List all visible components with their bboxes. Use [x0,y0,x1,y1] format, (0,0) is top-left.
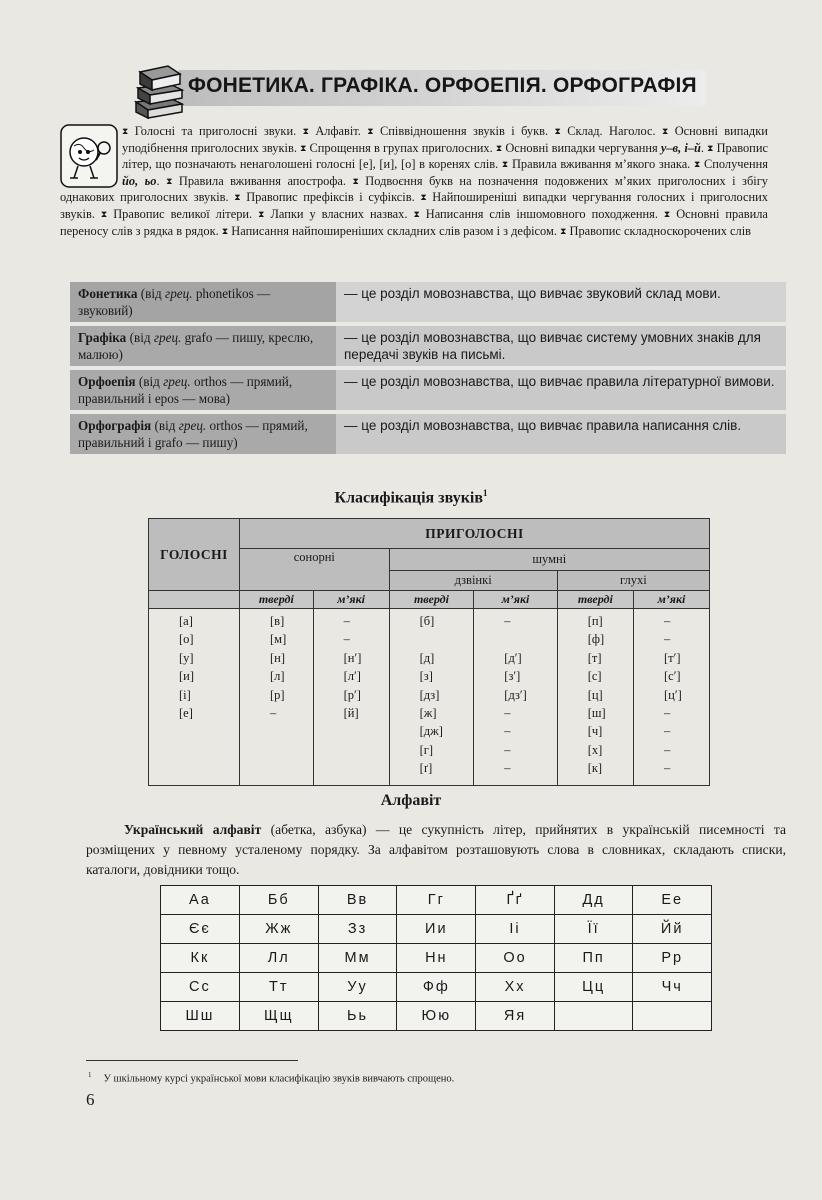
hard-subheader: тверді [240,591,314,609]
alphabet-cell: Іі [476,915,555,944]
books-icon [130,58,188,120]
bullet-icon: ⧗ [413,209,420,220]
soft-subheader: м’які [313,591,389,609]
alphabet-cell: Оо [476,944,555,973]
sound-cell: [н′] [343,650,362,665]
alphabet-cell: Фф [397,973,476,1002]
bullet-icon: ⧗ [100,209,108,220]
chapter-title: ФОНЕТИКА. ГРАФІКА. ОРФОЕПІЯ. ОРФОГРАФІЯ [188,74,697,97]
footnote: $^1$ У шкільному курсі української мови класифікацію звуків вивчають спрощено. [88,1071,455,1085]
consonants-header: ПРИГОЛОСНІ [240,519,710,549]
sound-cell: [р] [270,687,285,702]
sound-cell: [к] [587,761,603,776]
sound-cell: – [504,706,511,721]
topic-item: Лапки у власних назвах. [270,206,408,221]
sound-cell: – [663,724,671,739]
topic-item: Алфавіт. [315,124,361,138]
definition-term: Орфографія (від грец. orthos — прямий, правильний і grafo — пишу) [70,414,336,454]
topic-item: Основні правила переносу слів з рядка в рядок. [60,206,768,238]
bullet-icon: ⧗ [367,127,374,137]
sound-cell [504,630,556,648]
alphabet-cell: Юю [397,1002,476,1031]
topic-item: Подвоєння букв на позначення подовжених м’яких приголосних і збігу однакових приголосних звуків. [60,173,768,205]
sound-classification-table [148,518,710,786]
sound-cell: [д] [419,650,435,665]
topic-item: Склад. Наголос. [567,124,656,138]
sound-cell: – [663,706,671,721]
sound-cell: [б] [419,614,435,628]
topics-icon-space [60,124,122,186]
topic-item: Основні випадки уподібнення приголосних звуків. [122,124,768,155]
sound-cell: – [504,742,511,757]
alphabet-cell [633,1002,712,1031]
sound-cell: [о] [179,632,194,647]
alphabet-cell: Єє [161,915,240,944]
bullet-icon: ⧗ [693,160,701,171]
sound-cell: [с] [587,669,602,684]
bullet-icon: ⧗ [495,143,503,154]
bullet-icon: ⧗ [554,127,561,137]
alphabet-cell: Вв [318,886,397,915]
alphabet-row [161,886,712,915]
sound-cell: [з] [419,669,433,684]
alphabet-cell: Лл [239,944,318,973]
sound-cell: [п] [587,614,603,628]
alphabet-row [161,944,712,973]
globe-magnifier-icon [60,124,118,188]
sound-cell: [ж] [419,706,437,721]
sound-cell: [дз′] [504,687,527,702]
bullet-icon: ⧗ [221,226,229,237]
definition-description: — це розділ мовознавства, що вивчає правила літературної вимови. [336,370,786,410]
noisy-header: шумні [389,549,709,571]
sound-cell: [ц] [587,687,603,702]
voiceless-header: глухі [557,571,709,591]
sound-cell: [ш] [587,706,606,721]
topic-item: Співвідношення звуків і букв. [380,124,549,138]
topics-list [60,124,768,240]
alphabet-cell: Ьь [318,1002,397,1031]
sound-cell: – [504,724,511,739]
chapter-header [130,58,710,120]
voiced-soft-column [474,609,557,786]
topic-item: Написання найпоширеніших складних слів разом і з дефісом. [231,223,557,238]
sound-cell: [л′] [343,669,361,684]
topic-item: Основні випадки чергування у–в, і–й. [505,140,704,155]
definition-term: Орфоепія (від грец. orthos — прямий, правильний і epos — мова) [70,370,336,410]
sound-cell: [а] [179,614,193,628]
bullet-icon: ⧗ [501,160,509,171]
alphabet-cell: Йй [633,915,712,944]
definition-description: — це розділ мовознавства, що вивчає звуковий склад мови. [336,282,786,322]
vowels-header: ГОЛОСНІ [149,519,240,591]
alphabet-cell: Ии [397,915,476,944]
definition-term: Графіка (від грец. grafo — пишу, креслю, малюю) [70,326,336,366]
sound-cell: [дж] [419,724,443,739]
sound-cell: [й] [343,706,359,721]
bullet-icon: ⧗ [663,209,671,220]
sound-cell: – [504,761,511,776]
sound-cell: – [663,614,671,628]
bullet-icon: ⧗ [661,127,669,137]
alphabet-cell: Тт [239,973,318,1002]
voiceless-soft-column [633,609,709,786]
alphabet-intro: Український алфавіт (абетка, азбука) — це сукупність літер, прийнятих в українській писемності та розміщених у певному усталеному порядку. За алфавітом розташовують слова в словниках, складають списки, каталоги, довідники тощо. [86,822,786,877]
topic-item: Спрощення в групах приголосних. [309,140,493,155]
topic-item: Правопис літер, що позначають ненаголошені голосні [е], [и], [о] в коренях слів. [122,140,768,172]
alphabet-cell: Бб [239,886,318,915]
sound-cell: [н] [270,650,286,665]
classification-title: Класифікація звуків$^1$ [334,488,488,507]
sonorant-header: сонорні [240,549,390,591]
sound-cell [420,630,474,648]
sound-cell: [ф] [587,632,605,647]
sound-cell: [г] [419,742,434,757]
sound-cell: [с′] [663,669,681,684]
alphabet-table [160,885,712,1031]
sound-cell: – [663,761,671,776]
soft-subheader: м’які [474,591,557,609]
alphabet-cell: Яя [476,1002,555,1031]
voiced-header: дзвінкі [389,571,557,591]
voiced-hard-column [389,609,474,786]
sound-cell: [ч] [587,724,603,739]
alphabet-cell: Кк [161,944,240,973]
bullet-icon: ⧗ [560,226,567,237]
sound-cell: – [663,742,671,757]
bullet-icon: ⧗ [420,193,427,204]
sound-cell: – [270,706,277,721]
hard-subheader: тверді [389,591,474,609]
sound-cell: [в] [270,614,285,628]
topic-item: Найпоширеніші випадки чергування голосних і приголосних звуків. [60,190,768,221]
definition-row [70,370,786,410]
alphabet-cell: Мм [318,944,397,973]
topic-item: Правила вживання м’якого знака. [511,157,691,172]
voiceless-hard-column [557,609,633,786]
topic-item: Правопис великої літери. [113,206,253,221]
sound-cell: [у] [179,650,194,665]
sound-cell: [и] [179,669,195,684]
bullet-icon: ⧗ [166,176,173,187]
alphabet-cell: Зз [318,915,397,944]
alphabet-cell: Жж [239,915,318,944]
sound-cell: – [504,614,511,628]
vowels-column [149,609,240,786]
alphabet-cell: Нн [397,944,476,973]
sound-cell: [м] [270,632,287,647]
sound-cell: – [343,614,350,628]
alphabet-cell: Цц [554,973,633,1002]
sound-cell: [ц′] [663,687,682,702]
bullet-icon: ⧗ [258,209,265,220]
topic-item: Сполучення йо, ьо. [122,157,768,188]
alphabet-cell: Сс [161,973,240,1002]
sound-cell: [е] [179,706,193,721]
alphabet-cell: Пп [554,944,633,973]
vowels-subheader [149,591,240,609]
definition-row [70,414,786,454]
alphabet-cell: Ее [633,886,712,915]
sound-cell: [д′] [504,650,522,665]
alphabet-cell: Гг [397,886,476,915]
bullet-icon: ⧗ [352,176,359,187]
sound-cell: [л] [270,669,285,684]
alphabet-cell: Аа [161,886,240,915]
sound-cell: – [343,632,350,647]
definition-row [70,282,786,322]
topic-item: Написання слів іншомовного походження. [425,206,658,221]
alphabet-cell: Уу [318,973,397,1002]
definition-term: Фонетика (від грец. phonetikos — звуковий) [70,282,336,322]
soft-subheader: м’які [633,591,709,609]
topic-item: Правопис префіксів і суфіксів. [246,190,415,205]
bullet-icon: ⧗ [707,143,714,154]
bullet-icon: ⧗ [302,127,309,137]
alphabet-cell: Ґґ [476,886,555,915]
alphabet-cell: Рр [633,944,712,973]
definition-description: — це розділ мовознавства, що вивчає правила написання слів. [336,414,786,454]
sound-cell: [і] [179,687,191,702]
alphabet-row [161,1002,712,1031]
alphabet-cell: Її [554,915,633,944]
alphabet-row [161,973,712,1002]
bullet-icon: ⧗ [122,127,129,137]
alphabet-cell [554,1002,633,1031]
sound-cell: [дз] [419,687,440,702]
sound-cell: [х] [587,742,603,757]
sonorant-hard-column [240,609,314,786]
hard-subheader: тверді [557,591,633,609]
sound-cell: [т] [587,650,602,665]
bullet-icon: ⧗ [234,193,241,204]
sound-cell: [р′] [343,687,361,702]
topic-item: Голосні та приголосні звуки. [134,124,297,138]
page-number: 6 [86,1090,95,1109]
alphabet-cell: Щщ [239,1002,318,1031]
sound-cell: [т′] [663,650,681,665]
sound-cell: [з′] [504,669,521,684]
footnote-divider [86,1060,298,1061]
definitions-table [70,278,786,458]
topic-item: Правила вживання апострофа. [178,173,347,188]
sonorant-soft-column [313,609,389,786]
alphabet-row [161,915,712,944]
alphabet-cell: Хх [476,973,555,1002]
alphabet-cell: Чч [633,973,712,1002]
alphabet-title: Алфавіт [380,792,442,809]
alphabet-cell: Дд [554,886,633,915]
bullet-icon: ⧗ [300,143,307,154]
topic-item: Правопис складноскорочених слів [569,223,752,238]
definition-row [70,326,786,366]
sound-cell: [ґ] [419,761,433,776]
sound-cell: – [663,632,671,647]
definition-description: — це розділ мовознавства, що вивчає систему умовних знаків для передачі звуків на письмі. [336,326,786,366]
alphabet-cell: Шш [161,1002,240,1031]
